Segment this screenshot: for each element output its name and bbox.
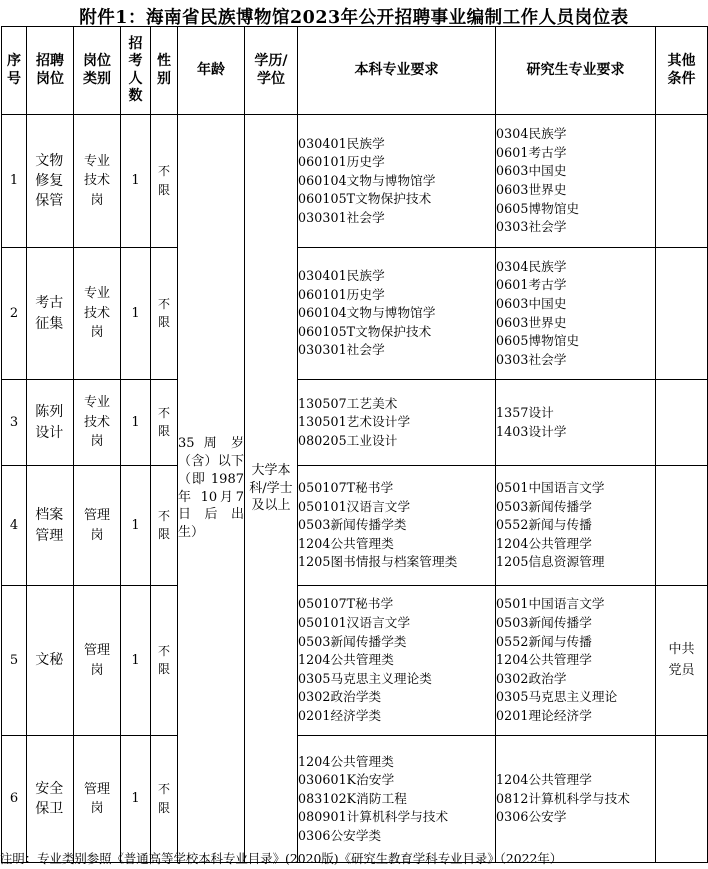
cell-count: 1: [121, 115, 151, 248]
undergrad-major-item: 060105T文物保护技术: [298, 191, 432, 207]
undergrad-major-item: 060101历史学: [298, 154, 385, 170]
undergrad-major-item: 0302政治学类: [298, 689, 382, 705]
undergrad-major-item: 1204公共管理类: [298, 652, 394, 668]
undergrad-major-item: 050101汉语言文学: [298, 498, 411, 514]
header-count: 招考人数: [121, 27, 151, 115]
cell-gender: 不限: [151, 736, 178, 863]
table-row: [2, 586, 708, 736]
graduate-major-item: 0605博物馆史: [496, 333, 580, 349]
cell-other: [656, 736, 708, 863]
cell-graduate-majors: [496, 248, 656, 380]
graduate-major-item: 0601考古学: [496, 277, 567, 293]
cell-graduate-majors: [496, 115, 656, 248]
cell-position: 文秘: [27, 586, 74, 736]
graduate-major-item: 0605博物馆史: [496, 200, 580, 216]
graduate-major-item: 0306公安学: [496, 809, 567, 825]
cell-graduate-majors: [496, 586, 656, 736]
header-row: [2, 27, 708, 115]
undergrad-major-item: 1204公共管理类: [298, 535, 394, 551]
page-title: 附件1：海南省民族博物馆2023年公开招聘事业编制工作人员岗位表: [79, 8, 629, 28]
undergrad-major-item: 030401民族学: [298, 135, 385, 151]
cell-category: 专业技术岗: [74, 248, 121, 380]
cell-gender: 不限: [151, 586, 178, 736]
undergrad-major-item: 030301社会学: [298, 342, 385, 358]
undergrad-major-item: 050107T秘书学: [298, 480, 394, 496]
header-graduate: 研究生专业要求: [496, 27, 656, 115]
graduate-major-item: 0603中国史: [496, 163, 567, 179]
cell-seq: 1: [2, 115, 27, 248]
cell-count: 1: [121, 380, 151, 466]
undergrad-major-item: 030401民族学: [298, 268, 385, 284]
graduate-major-item: 0552新闻与传播: [496, 633, 592, 649]
undergrad-major-item: 130507工艺美术: [298, 395, 398, 411]
cell-count: 1: [121, 586, 151, 736]
graduate-major-item: 0305马克思主义理论: [496, 689, 618, 705]
cell-gender: 不限: [151, 115, 178, 248]
cell-count: 1: [121, 248, 151, 380]
graduate-major-item: 0603世界史: [496, 314, 567, 330]
cell-graduate-majors: [496, 736, 656, 863]
header-education: 学历/学位: [245, 27, 298, 115]
cell-category: 专业技术岗: [74, 380, 121, 466]
cell-other: [656, 380, 708, 466]
undergrad-major-item: 050101汉语言文学: [298, 615, 411, 631]
positions-table: [1, 26, 708, 863]
cell-other: [656, 115, 708, 248]
cell-graduate-majors: [496, 380, 656, 466]
undergrad-major-item: 080901计算机科学与技术: [298, 809, 449, 825]
cell-category: 专业技术岗: [74, 115, 121, 248]
cell-undergrad-majors: [298, 115, 496, 248]
graduate-major-item: 0603中国史: [496, 295, 567, 311]
header-category: 岗位类别: [74, 27, 121, 115]
graduate-major-item: 0302政治学: [496, 670, 567, 686]
graduate-major-item: 1205信息资源管理: [496, 554, 605, 570]
cell-category: 管理岗: [74, 736, 121, 863]
cell-gender: 不限: [151, 380, 178, 466]
undergrad-major-item: 130501艺术设计学: [298, 414, 411, 430]
graduate-major-item: 0303社会学: [496, 219, 567, 235]
cell-seq: 2: [2, 248, 27, 380]
cell-other: 中共党员: [656, 586, 708, 736]
undergrad-major-item: 060101历史学: [298, 286, 385, 302]
undergrad-major-item: 030301社会学: [298, 209, 385, 225]
table-row: [2, 380, 708, 466]
table-row: [2, 248, 708, 380]
cell-undergrad-majors: [298, 380, 496, 466]
graduate-major-item: 0552新闻与传播: [496, 517, 592, 533]
graduate-major-item: 0601考古学: [496, 144, 567, 160]
graduate-major-item: 0501中国语言文学: [496, 596, 605, 612]
cell-count: 1: [121, 736, 151, 863]
graduate-major-item: 0812计算机科学与技术: [496, 790, 630, 806]
graduate-major-item: 0303社会学: [496, 351, 567, 367]
graduate-major-item: 0304民族学: [496, 126, 567, 142]
undergrad-major-item: 1205图书情报与档案管理类: [298, 554, 458, 570]
cell-education: 大学本科/学士及以上: [245, 115, 298, 863]
graduate-major-item: 0603世界史: [496, 182, 567, 197]
cell-undergrad-majors: [298, 466, 496, 586]
undergrad-major-item: 0503新闻传播学类: [298, 517, 407, 533]
cell-undergrad-majors: [298, 586, 496, 736]
header-seq: 序号: [2, 27, 27, 115]
table-row: [2, 736, 708, 863]
cell-other: [656, 466, 708, 586]
cell-position: 安全保卫: [27, 736, 74, 863]
undergrad-major-item: 0305马克思主义理论类: [298, 670, 432, 686]
cell-graduate-majors: [496, 466, 656, 586]
cell-position: 档案管理: [27, 466, 74, 586]
undergrad-major-item: 030601K治安学: [298, 772, 395, 788]
undergrad-major-item: 083102K消防工程: [298, 790, 407, 806]
cell-other: [656, 248, 708, 380]
header-position: 招聘岗位: [27, 27, 74, 115]
graduate-major-item: 0503新闻传播学: [496, 615, 592, 631]
header-age: 年龄: [178, 27, 245, 115]
graduate-major-item: 1357设计: [496, 404, 554, 420]
undergrad-major-item: 0503新闻传播学类: [298, 633, 407, 649]
graduate-major-item: 1204公共管理学: [496, 652, 592, 668]
graduate-major-item: 1204公共管理学: [496, 535, 592, 551]
graduate-major-item: 1403设计学: [496, 423, 567, 439]
undergrad-major-item: 0306公安学类: [298, 827, 382, 843]
header-undergrad: 本科专业要求: [298, 27, 496, 115]
cell-category: 管理岗: [74, 466, 121, 586]
cell-seq: 4: [2, 466, 27, 586]
undergrad-major-item: 050107T秘书学: [298, 596, 394, 612]
cell-gender: 不限: [151, 466, 178, 586]
cell-seq: 3: [2, 380, 27, 466]
table-row: [2, 466, 708, 586]
cell-undergrad-majors: [298, 248, 496, 380]
cell-seq: 6: [2, 736, 27, 863]
cell-undergrad-majors: [298, 736, 496, 863]
cell-age: 35 周 岁（含）以下（即 1987 年 10月7日 后 出 生）: [178, 115, 245, 863]
graduate-major-item: 0201理论经济学: [496, 707, 592, 723]
cell-position: 考古征集: [27, 248, 74, 380]
cell-position: 文物修复保管: [27, 115, 74, 248]
cell-category: 管理岗: [74, 586, 121, 736]
graduate-major-item: 0501中国语言文学: [496, 480, 605, 496]
graduate-major-item: 0503新闻传播学: [496, 498, 592, 514]
undergrad-major-item: 1204公共管理类: [298, 753, 394, 769]
undergrad-major-item: 060104文物与博物馆学: [298, 305, 436, 321]
header-other: 其他条件: [656, 27, 708, 115]
undergrad-major-item: 0201经济学类: [298, 707, 382, 723]
cell-position: 陈列设计: [27, 380, 74, 466]
cell-seq: 5: [2, 586, 27, 736]
undergrad-major-item: 060104文物与博物馆学: [298, 172, 436, 188]
footnote: 注明：专业类别参照《普通高等学校本科专业目录》(2020版)《研究生教育学科专业目录》（2022年）: [0, 851, 563, 866]
undergrad-major-item: 060105T文物保护技术: [298, 323, 432, 339]
table-row: [2, 115, 708, 248]
undergrad-major-item: 080205工业设计: [298, 432, 398, 448]
header-gender: 性别: [151, 27, 178, 115]
graduate-major-item: 1204公共管理学: [496, 772, 592, 788]
graduate-major-item: 0304民族学: [496, 258, 567, 274]
cell-count: 1: [121, 466, 151, 586]
cell-gender: 不限: [151, 248, 178, 380]
